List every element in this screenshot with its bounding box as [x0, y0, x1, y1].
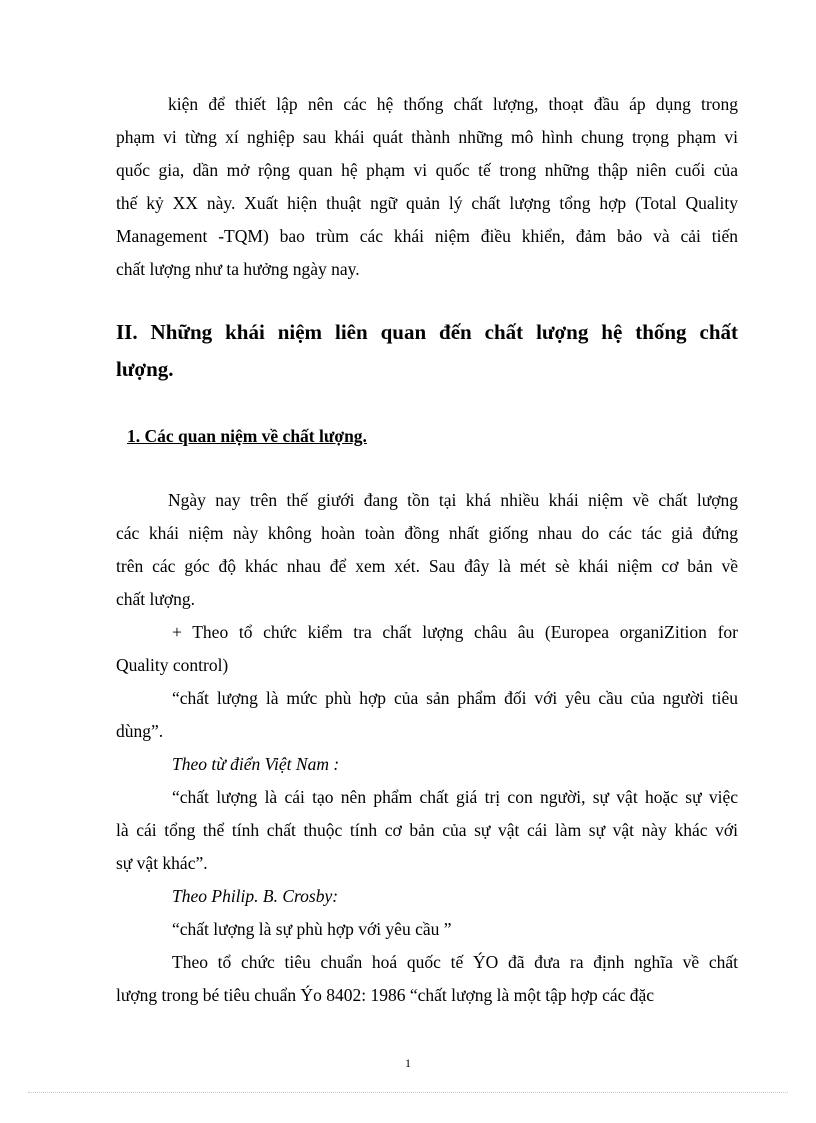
- intro-paragraph: [116, 88, 738, 286]
- body-text: [116, 484, 738, 1012]
- intro-line-3: quốc gia, dần mở rộng quan hệ phạm vi quốc tế trong những thập niên cuối của: [116, 160, 738, 180]
- p5-line-3: sự vật khác”.: [116, 853, 208, 873]
- subheading: 1. Các quan niệm về chất lượng.: [127, 426, 367, 446]
- p8-line-1: Theo tổ chức tiêu chuẩn hoá quốc tế ÝO đã đưa ra định nghĩa về chất: [172, 952, 738, 972]
- p2-line-1: + Theo tổ chức kiểm tra chất lượng châu âu (Europea organiZition for: [172, 622, 738, 642]
- intro-line-5: Management -TQM) bao trùm các khái niệm điều khiển, đảm bảo và cải tiến: [116, 226, 738, 246]
- p1-line-4: chất lượng.: [116, 589, 195, 609]
- page-number: 1: [405, 1056, 411, 1070]
- p5-line-1: “chất lượng là cái tạo nên phẩm chất giá trị con người, sự vật hoặc sự việc: [172, 787, 738, 807]
- intro-line-1: kiện để thiết lập nên các hệ thống chất lượng, thoạt đầu áp dụng trong: [168, 94, 738, 114]
- section-heading-line-2: lượng.: [116, 357, 174, 381]
- p4-source-vietnam-dictionary: Theo từ điển Việt Nam :: [172, 754, 340, 774]
- intro-line-2: phạm vi từng xí nghiệp sau khái quát thành những mô hình chung trọng phạm vi: [116, 127, 738, 147]
- p8-line-2: lượng trong bé tiêu chuẩn Ýo 8402: 1986 “chất lượng là một tập hợp các đặc: [116, 985, 655, 1005]
- section-heading-line-1: II. Những khái niệm liên quan đến chất lượng hệ thống chất: [116, 320, 738, 344]
- intro-line-4: thế kỷ XX này. Xuất hiện thuật ngữ quản lý chất lượng tổng hợp (Total Quality: [116, 193, 738, 213]
- p6-source-crosby: Theo Philip. B. Crosby:: [172, 886, 339, 906]
- p7-quote: “chất lượng là sự phù hợp với yêu cầu ”: [172, 919, 452, 939]
- p5-line-2: là cái tổng thể tính chất thuộc tính cơ bản của sự vật cái làm sự vật này khác với: [116, 820, 738, 840]
- p1-line-3: trên các góc độ khác nhau để xem xét. Sau đây là mét sè khái niệm cơ bản về: [116, 556, 738, 576]
- p3-line-1: “chất lượng là mức phù hợp của sản phẩm đối với yêu cầu của người tiêu: [172, 688, 738, 708]
- p1-line-1: Ngày nay trên thế giưới đang tồn tại khá nhiều khái niệm về chất lượng: [168, 490, 738, 510]
- intro-line-6: chất lượng như ta hưởng ngày nay.: [116, 259, 360, 279]
- section-heading: [116, 314, 738, 388]
- p3-line-2: dùng”.: [116, 721, 164, 741]
- footer-divider: [28, 1092, 788, 1093]
- p2-line-2: Quality control): [116, 655, 229, 675]
- p1-line-2: các khái niệm này không hoàn toàn đồng nhất giống nhau do các tác giả đứng: [116, 523, 738, 543]
